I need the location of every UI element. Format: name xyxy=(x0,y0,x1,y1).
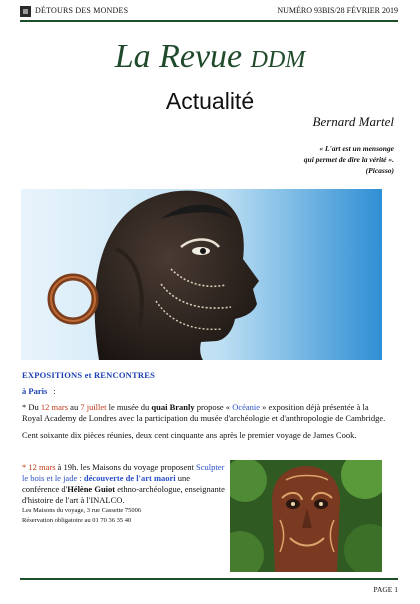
event-reservation: Réservation obligatoire au 01 70 36 35 40 xyxy=(22,517,132,524)
masthead-title-suffix: DDM xyxy=(250,47,306,73)
venue-name: quai Branly xyxy=(151,402,195,412)
event-quai-branly xyxy=(22,402,390,424)
event-title: Sculpter le bois et le jade : xyxy=(22,462,225,483)
event-address: Les Maisons du voyage, 3 rue Cassette 75006 xyxy=(22,507,142,514)
masthead-subtitle: Actualité xyxy=(165,88,255,114)
bottom-rule xyxy=(20,578,398,580)
city-colon: : xyxy=(53,386,56,396)
body-text: propose « xyxy=(196,402,231,412)
masthead-title-main: La Revue xyxy=(114,38,243,75)
publication-name: DÉTOURS DES MONDES xyxy=(35,6,129,15)
exhibition-name: Océanie xyxy=(232,402,261,412)
date-end: 7 juillet xyxy=(80,402,107,412)
page-number: PAGE 1 xyxy=(373,585,398,594)
maori-carving-photo xyxy=(230,460,382,572)
connector-text: au xyxy=(70,402,79,412)
masthead-title xyxy=(0,38,420,76)
bullet: * xyxy=(22,462,27,472)
event-date: 12 mars xyxy=(28,462,56,472)
event-maisons-du-voyage xyxy=(22,462,227,506)
top-rule xyxy=(20,20,398,22)
city-heading xyxy=(22,386,56,396)
bullet: * Du xyxy=(22,402,39,412)
body-text: ethno-archéologue, enseignante d'histoire de l'art à l'INALCO. xyxy=(22,484,225,505)
date-start: 12 mars xyxy=(40,402,69,412)
publication-logo-icon xyxy=(20,6,31,17)
city-name: à Paris xyxy=(22,386,48,396)
event-quai-branly-detail: Cent soixante dix pièces réunies, deux cent cinquante ans après le premier voyage de James Cook. xyxy=(22,430,357,440)
body-text: » exposition déjà présentée à la Royal Academy de Londres avec la participation du musée d'archéologie et d'anthropologie de Cambridge. xyxy=(22,402,386,423)
quote-attribution: (Picasso) xyxy=(365,166,394,175)
issue-number: NUMÉRO 93BIS/28 FÉVRIER 2019 xyxy=(277,6,398,15)
body-text: à 19h. les Maisons du voyage proposent xyxy=(57,462,194,472)
event-practical-info xyxy=(22,506,227,526)
event-title-bold: découverte de l'art maori xyxy=(83,473,176,483)
body-text: le musée du xyxy=(108,402,150,412)
body-text: une conférence d' xyxy=(22,473,191,494)
speaker-name: Hélène Guiot xyxy=(67,484,116,494)
oceanic-sculpture-photo xyxy=(21,189,382,360)
section-title: EXPOSITIONS et RENCONTRES xyxy=(22,370,155,380)
quote-line-2: qui permet de dire la vérité ». xyxy=(303,155,394,164)
quote-line-1: « L'art est un mensonge xyxy=(319,144,394,153)
epigraph-quote xyxy=(224,143,394,176)
author-name: Bernard Martel xyxy=(312,114,394,129)
